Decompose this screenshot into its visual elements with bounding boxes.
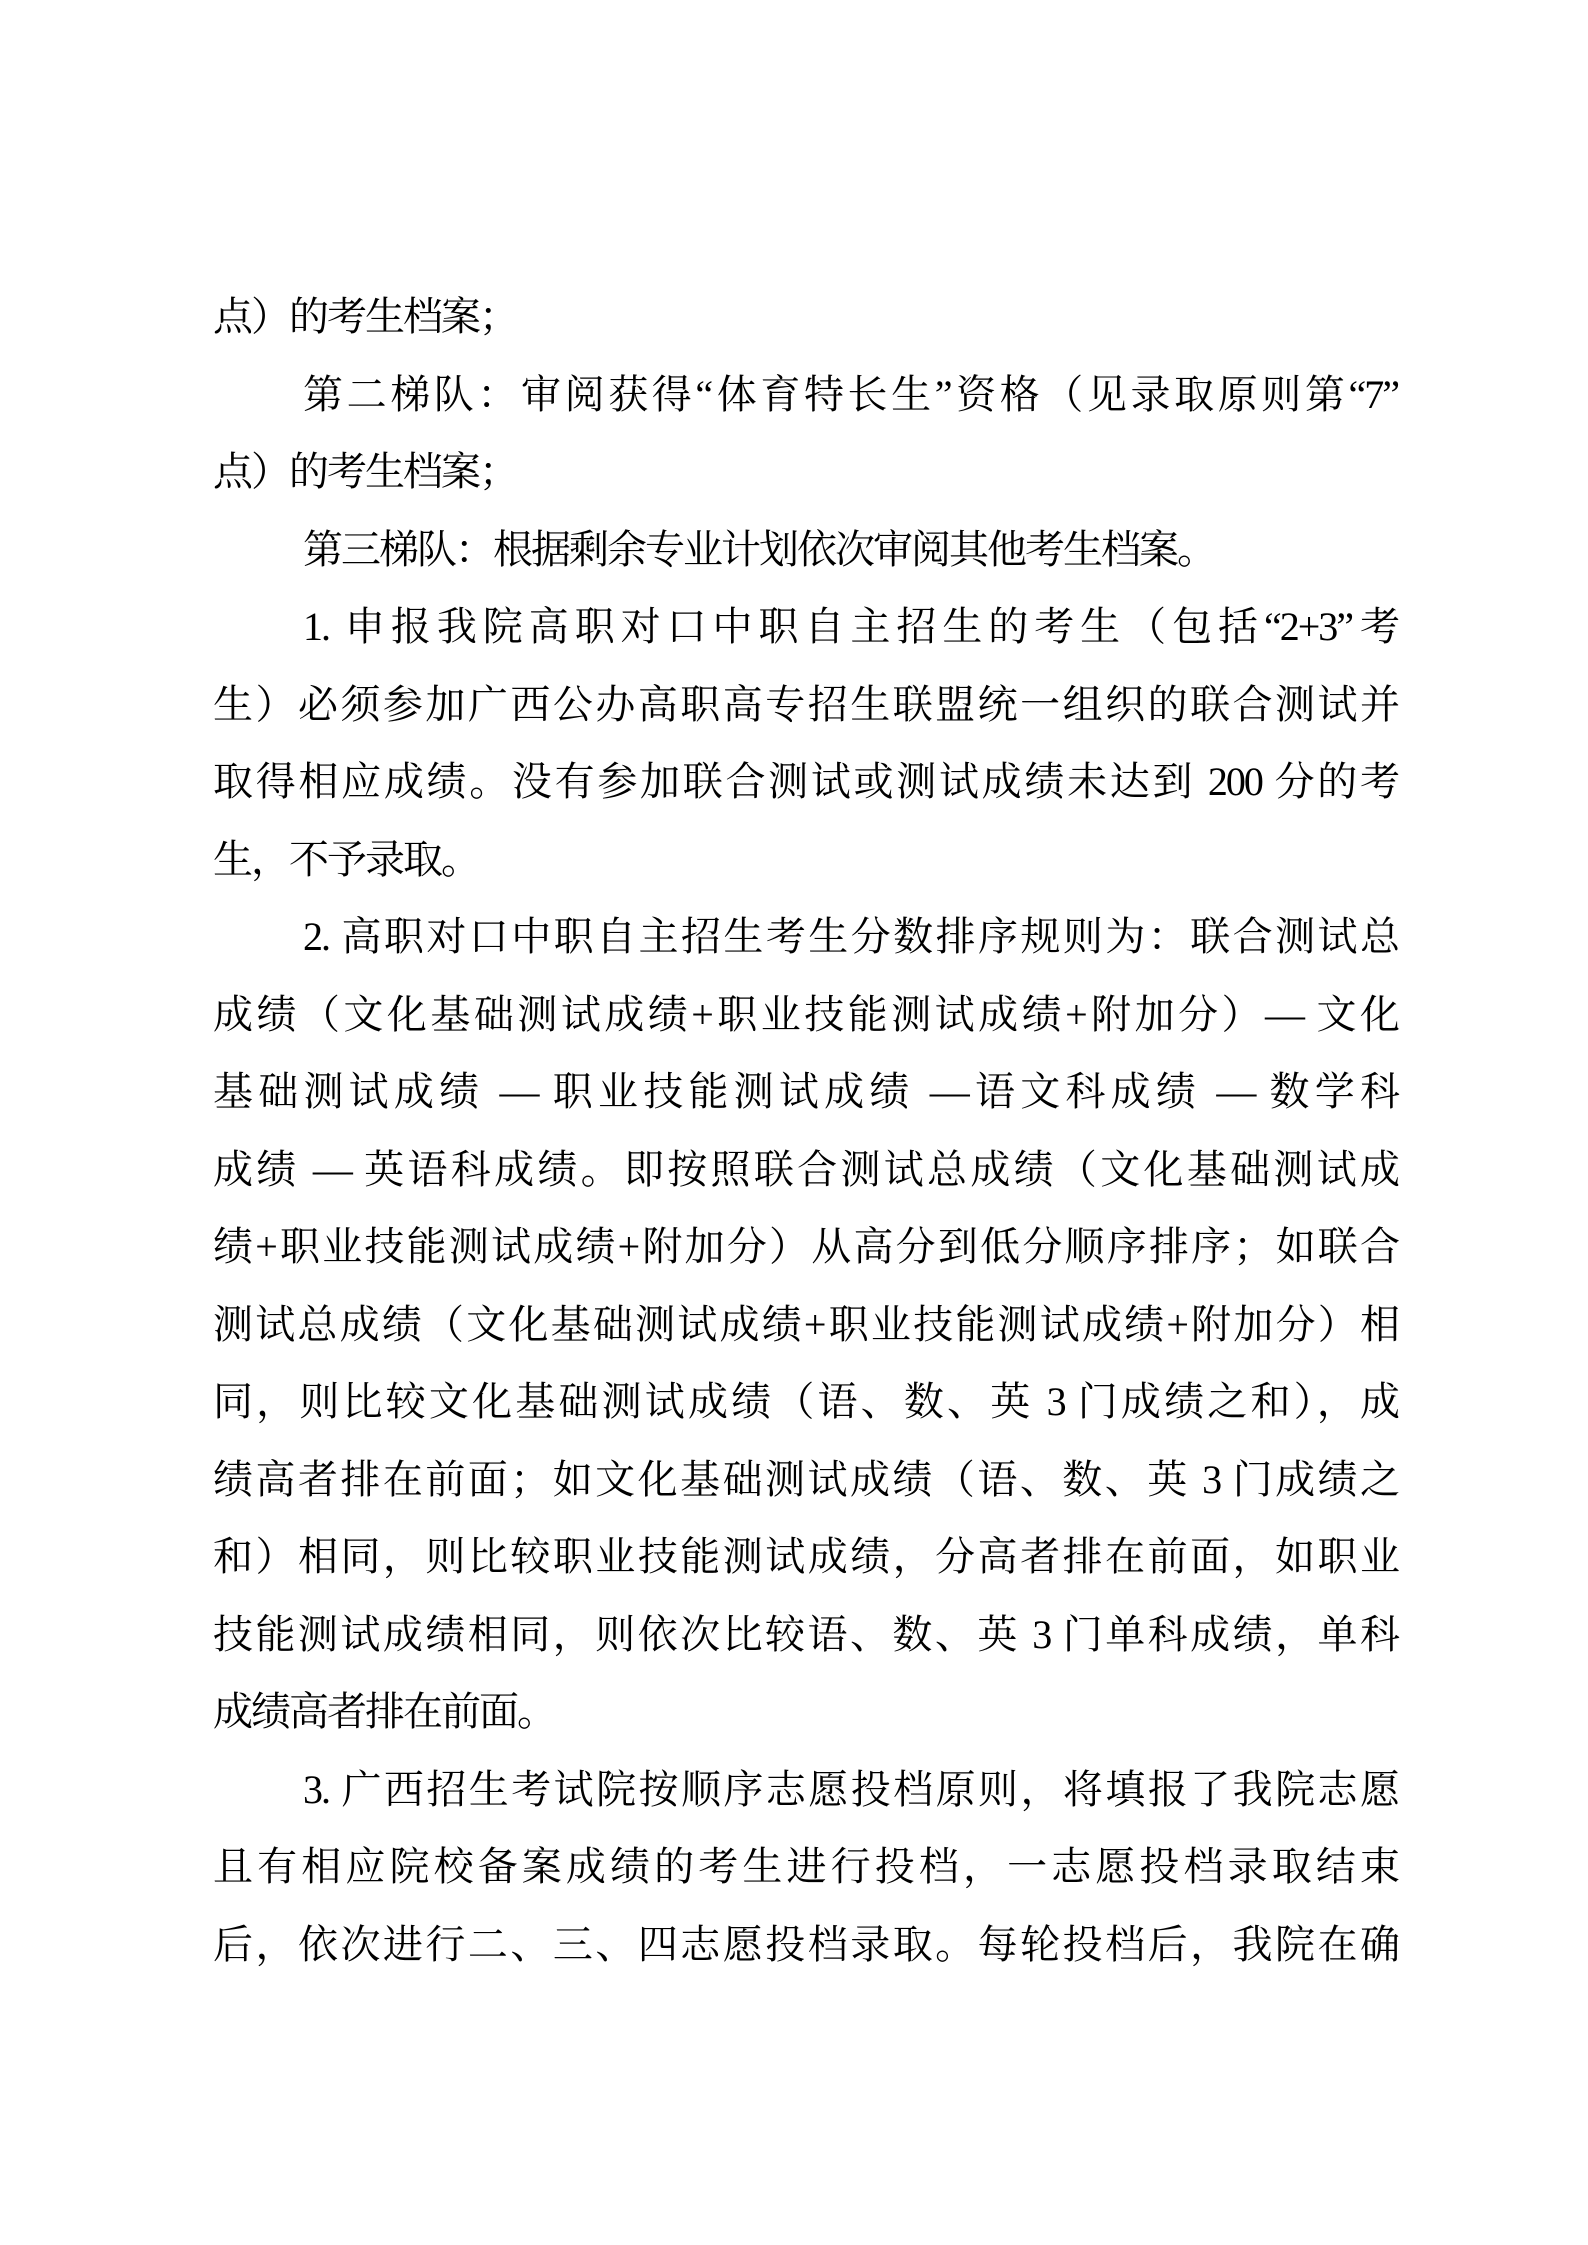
text-line: 成绩高者排在前面。 (213, 1689, 555, 1734)
text-line: 第二梯队：审阅获得“体育特长生”资格（见录取原则第“7” (303, 371, 1398, 417)
text-line: 且有相应院校备案成绩的考生进行投档，一志愿投档录取结束 (213, 1844, 1398, 1889)
text-line: 同，则比较文化基础测试成绩（语、数、英 3 门成绩之和），成 (213, 1379, 1398, 1424)
text-line: 生）必须参加广西公办高职高专招生联盟统一组织的联合测试并 (213, 681, 1398, 727)
text-line: 第三梯队：根据剩余专业计划依次审阅其他考生档案。 (303, 526, 1215, 572)
text-line: 点）的考生档案； (213, 449, 517, 494)
text-line: 取得相应成绩。没有参加联合测试或测试成绩未达到 200 分的考 (213, 759, 1398, 804)
text-line: 生，不予录取。 (213, 836, 479, 882)
text-line: 成绩 — 英语科成绩。即按照联合测试总成绩（文化基础测试成 (213, 1146, 1398, 1192)
text-line: 测试总成绩（文化基础测试成绩+职业技能测试成绩+附加分）相 (213, 1301, 1398, 1347)
text-line: 和）相同，则比较职业技能测试成绩，分高者排在前面，如职业 (213, 1534, 1398, 1579)
text-line: 绩+职业技能测试成绩+附加分）从高分到低分顺序排序；如联合 (213, 1224, 1398, 1269)
text-line: 2. 高职对口中职自主招生考生分数排序规则为：联合测试总 (303, 914, 1398, 959)
text-line: 基础测试成绩 — 职业技能测试成绩 —语文科成绩 — 数学科 (213, 1069, 1398, 1114)
text-line: 技能测试成绩相同，则依次比较语、数、英 3 门单科成绩，单科 (213, 1611, 1398, 1657)
text-line: 后，依次进行二、三、四志愿投档录取。每轮投档后，我院在确 (213, 1921, 1398, 1967)
text-block (213, 278, 1398, 1983)
text-line: 3. 广西招生考试院按顺序志愿投档原则，将填报了我院志愿 (303, 1766, 1398, 1812)
text-line: 绩高者排在前面；如文化基础测试成绩（语、数、英 3 门成绩之 (213, 1456, 1398, 1502)
text-line: 1. 申报我院高职对口中职自主招生的考生（包括“2+3”考 (303, 604, 1398, 649)
text-line: 成绩（文化基础测试成绩+职业技能测试成绩+附加分）— 文化 (213, 991, 1398, 1037)
text-line: 点）的考生档案； (213, 294, 517, 339)
